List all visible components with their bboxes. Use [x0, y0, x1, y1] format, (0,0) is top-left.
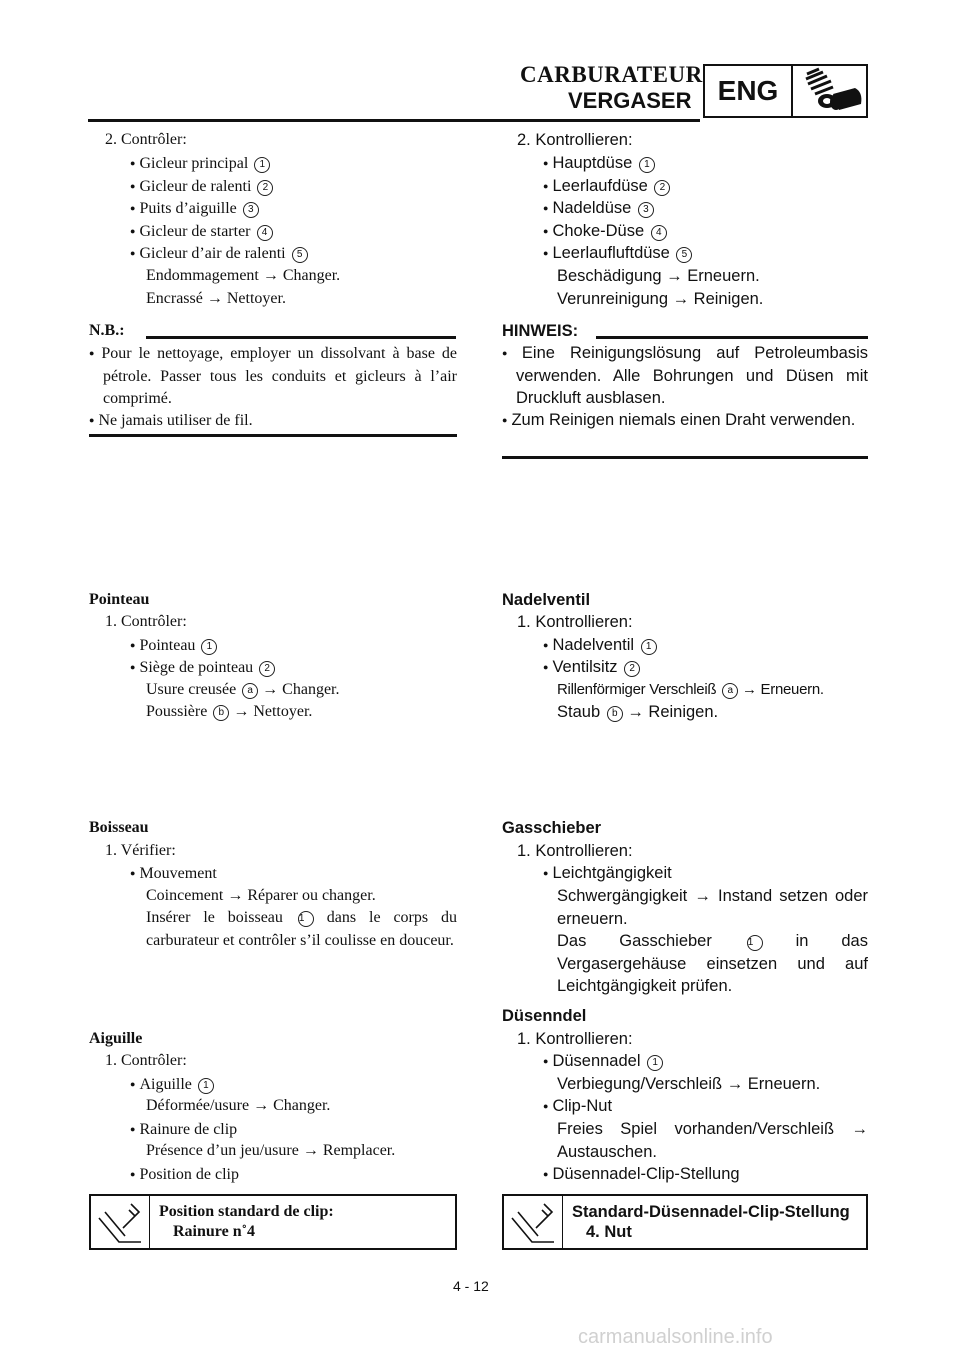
fr-pointeau-1 — [130, 634, 217, 658]
de-gas-item — [543, 862, 672, 885]
fr-item-4-label: Gicleur de starter — [139, 223, 251, 240]
fr-aiguille-2 — [130, 1118, 237, 1142]
de-item-5 — [543, 242, 692, 265]
de-nadel-1-label: Nadelventil — [552, 636, 635, 654]
fr-aiguille-mark-1: 1 — [198, 1078, 214, 1094]
fr-item-2-label: Gicleur de ralenti — [139, 178, 252, 195]
fr-mark-5: 5 — [292, 247, 308, 263]
de-note-2-text: Zum Reinigen niemals einen Draht verwenden. — [511, 411, 856, 429]
fr-dust-mark: b — [213, 705, 229, 721]
de-mark-4: 4 — [651, 225, 667, 241]
de-dust-action: → Reinigen. — [627, 703, 719, 721]
de-mark-3: 3 — [638, 202, 654, 218]
de-note-rule-top — [596, 336, 868, 339]
watermark: carmanualsonline.info — [578, 1326, 773, 1348]
de-item-4 — [543, 220, 667, 243]
fr-boisseau-text-a: Insérer le boisseau — [146, 909, 283, 926]
de-gas-text-a: Das Gasschieber — [557, 932, 712, 950]
de-item-2-label: Leerlaufdüse — [552, 177, 648, 195]
de-nadel-1 — [543, 634, 657, 657]
fr-item-5 — [130, 242, 308, 266]
fr-spec-text — [159, 1202, 334, 1242]
de-item-1 — [543, 152, 655, 175]
de-duesen-3-label: Düsennadel-Clip-Stellung — [552, 1165, 740, 1183]
page-number: 4 - 12 — [453, 1278, 489, 1294]
fr-note-1 — [89, 342, 457, 411]
de-item-1-label: Hauptdüse — [552, 154, 633, 172]
fr-wear — [146, 679, 340, 702]
fr-note-rule-bottom — [89, 434, 457, 437]
de-duesen-2-label: Clip-Nut — [552, 1097, 613, 1115]
de-item-3 — [543, 197, 654, 220]
fr-pointeau-step: 1. Contrôler: — [105, 613, 187, 630]
fr-boisseau-mark: 1 — [298, 911, 314, 927]
de-duesen-3 — [543, 1163, 740, 1186]
de-nadel-mark-1: 1 — [641, 639, 657, 655]
de-gas-text-b: in das Vergasergehäuse einsetzen und auf Leichtgängigkeit prüfen. — [557, 932, 868, 995]
fr-item-2 — [130, 175, 273, 199]
fr-boisseau-action: Coincement → Réparer ou changer. — [146, 887, 376, 904]
de-damage: Beschädigung → Erneuern. — [557, 267, 760, 285]
fr-aiguille-2-label: Rainure de clip — [139, 1121, 238, 1138]
fr-aiguille-3 — [130, 1163, 239, 1187]
fr-boisseau-text — [146, 907, 457, 952]
fr-spec-line2: Rainure n˚4 — [173, 1223, 255, 1240]
fr-note-title: N.B.: — [89, 322, 125, 339]
de-gas-item-label: Leichtgängigkeit — [552, 864, 672, 882]
de-spec-box — [502, 1194, 868, 1250]
de-duesen-2-action: Freies Spiel vorhanden/Verschleiß → Austauschen. — [557, 1120, 868, 1161]
de-duesen-title: Düsenndel — [502, 1007, 587, 1025]
title-de: VERGASER — [568, 88, 692, 113]
de-nadel-title: Nadelventil — [502, 591, 591, 609]
fr-spec-box — [89, 1194, 457, 1250]
fr-pointeau-2-label: Siège de pointeau — [139, 659, 254, 676]
fr-pointeau-mark-2: 2 — [259, 661, 275, 677]
de-note-2 — [502, 409, 868, 432]
de-spec-text — [572, 1202, 850, 1242]
caliper-icon — [504, 1196, 563, 1248]
de-duesen-step: 1. Kontrollieren: — [517, 1030, 633, 1048]
fr-dust-action: → Nettoyer. — [233, 703, 313, 720]
de-gas-text — [557, 930, 868, 998]
fr-dirty: Encrassé → Nettoyer. — [146, 290, 286, 307]
de-note-1-text: Eine Reinigungslösung auf Petroleumbasis verwenden. Alle Bohrungen und Düsen mit Druckluft ausblasen. — [516, 344, 868, 407]
fr-pointeau-title: Pointeau — [89, 591, 150, 608]
de-item-5-label: Leerlaufluftdüse — [552, 244, 670, 262]
de-spec-line1: Standard-Düsennadel-Clip-Stellung — [572, 1203, 850, 1221]
fr-note-2-text: Ne jamais utiliser de fil. — [98, 412, 253, 429]
de-dirty: Verunreinigung → Reinigen. — [557, 290, 764, 308]
fr-note-1-text: Pour le nettoyage, employer un dissolvant à base de pétrole. Passer tous les conduits et gicleurs à l’air comprimé. — [101, 345, 458, 407]
fr-wear-label: Usure creusée — [146, 681, 237, 698]
fr-aiguille-3-label: Position de clip — [139, 1166, 239, 1183]
fr-boisseau-item — [130, 862, 217, 886]
de-note-1 — [502, 342, 868, 410]
title-fr: CARBURATEUR — [520, 62, 703, 87]
fr-pointeau-mark-1: 1 — [201, 639, 217, 655]
de-nadel-2-label: Ventilsitz — [552, 658, 618, 676]
section-badge — [703, 64, 868, 118]
fr-item-4 — [130, 220, 273, 244]
de-gas-step: 1. Kontrollieren: — [517, 842, 633, 860]
de-wear-mark: a — [722, 683, 738, 699]
fr-pointeau-2 — [130, 656, 275, 680]
de-wear — [557, 679, 824, 702]
fr-mark-1: 1 — [254, 157, 270, 173]
de-duesen-2 — [543, 1095, 612, 1118]
de-spec-line2: 4. Nut — [586, 1223, 632, 1241]
de-nadel-2 — [543, 656, 640, 679]
fr-wear-action: → Changer. — [262, 681, 340, 698]
fr-mark-2: 2 — [257, 180, 273, 196]
de-duesen-1 — [543, 1050, 663, 1073]
de-mark-5: 5 — [676, 247, 692, 263]
header-rule — [88, 119, 700, 122]
de-nadel-mark-2: 2 — [624, 661, 640, 677]
de-dust — [557, 701, 718, 724]
de-duesen-1-action: Verbiegung/Verschleiß → Erneuern. — [557, 1075, 821, 1093]
de-gas-title: Gasschieber — [502, 819, 602, 837]
fr-item-3 — [130, 197, 259, 221]
de-dust-mark: b — [607, 706, 623, 722]
fr-aiguille-1 — [130, 1073, 214, 1097]
fr-wear-mark: a — [242, 683, 258, 699]
de-duesen-mark-1: 1 — [647, 1055, 663, 1071]
de-mark-2: 2 — [654, 180, 670, 196]
fr-aiguille-title: Aiguille — [89, 1030, 143, 1047]
fr-note-2 — [89, 409, 253, 433]
de-wear-action: → Erneuern. — [741, 681, 824, 698]
fr-aiguille-1-label: Aiguille — [139, 1076, 192, 1093]
fr-aiguille-step: 1. Contrôler: — [105, 1052, 187, 1069]
de-step2: 2. Kontrollieren: — [517, 131, 633, 149]
de-item-2 — [543, 175, 670, 198]
fr-aiguille-2-action: Présence d’un jeu/usure → Remplacer. — [146, 1142, 396, 1159]
de-item-4-label: Choke-Düse — [552, 222, 645, 240]
de-note-rule-bottom — [502, 456, 868, 459]
fr-item-1-label: Gicleur principal — [139, 155, 249, 172]
section-label: ENG — [705, 66, 793, 116]
de-item-3-label: Nadeldüse — [552, 199, 632, 217]
de-note-title: HINWEIS: — [502, 322, 579, 340]
fr-item-3-label: Puits d’aiguille — [139, 200, 237, 217]
fr-boisseau-step: 1. Vérifier: — [105, 842, 176, 859]
fr-spec-line1: Position standard de clip: — [159, 1203, 334, 1220]
fr-mark-3: 3 — [243, 202, 259, 218]
fr-note-rule-top — [146, 336, 456, 339]
de-gas-action: Schwergängigkeit → Instand setzen oder erneuern. — [557, 887, 868, 928]
fr-dust-label: Poussière — [146, 703, 208, 720]
fr-boisseau-text-b: dans le corps du carburateur et contrôler s’il coulisse en douceur. — [146, 909, 458, 949]
de-duesen-1-label: Düsennadel — [552, 1052, 641, 1070]
de-gas-mark: 1 — [747, 935, 763, 951]
fr-item-1 — [130, 152, 270, 176]
fr-dust — [146, 701, 312, 724]
de-dust-label: Staub — [557, 703, 601, 721]
fr-boisseau-title: Boisseau — [89, 819, 149, 836]
fr-damage: Endommagement → Changer. — [146, 267, 341, 284]
caliper-icon — [91, 1196, 150, 1248]
fr-pointeau-1-label: Pointeau — [139, 637, 196, 654]
fr-mark-4: 4 — [257, 225, 273, 241]
de-mark-1: 1 — [639, 157, 655, 173]
fr-boisseau-item-label: Mouvement — [139, 865, 217, 882]
fr-item-5-label: Gicleur d’air de ralenti — [139, 245, 286, 262]
fr-step2: 2. Contrôler: — [105, 131, 187, 148]
engine-spark-plug-icon — [793, 66, 866, 116]
fr-aiguille-1-action: Déformée/usure → Changer. — [146, 1097, 331, 1114]
de-nadel-step: 1. Kontrollieren: — [517, 613, 633, 631]
de-wear-label: Rillenförmiger Verschleiß — [557, 681, 717, 698]
